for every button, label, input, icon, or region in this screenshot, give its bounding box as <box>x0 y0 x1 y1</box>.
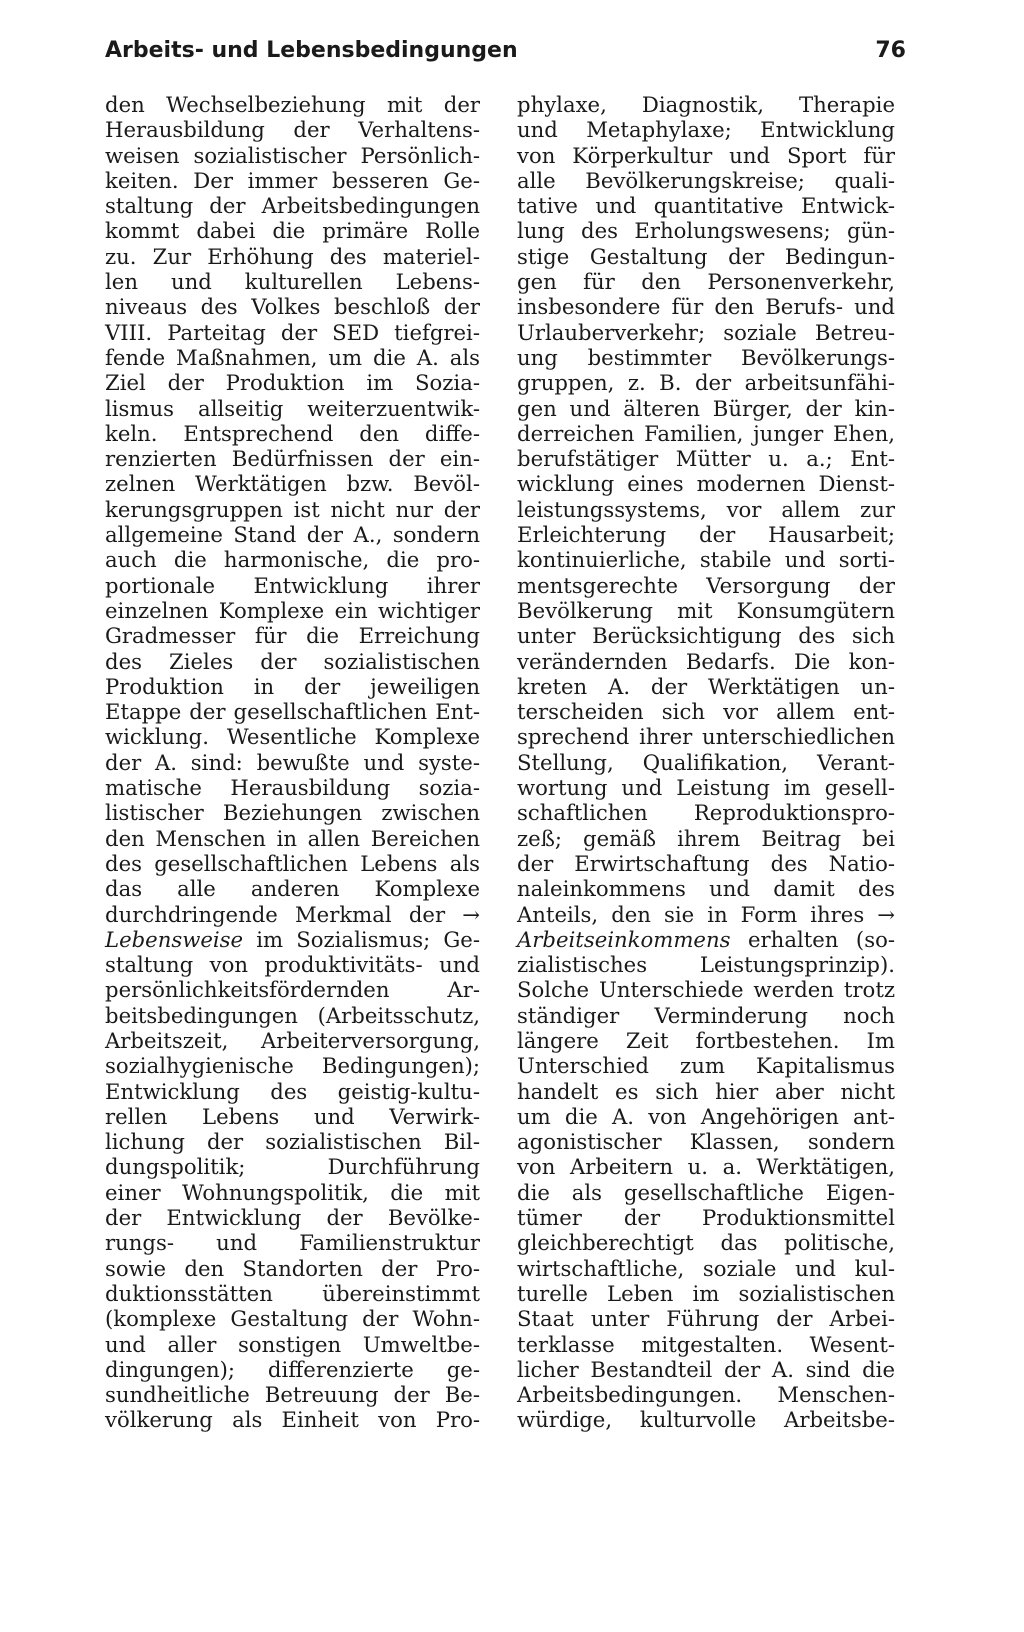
text-line: wirtschaftliche, soziale und kul- <box>517 1255 895 1281</box>
text-line: matische Herausbildung sozia- <box>105 775 480 801</box>
text-line: Unterschied zum Kapitalismus <box>517 1053 895 1079</box>
text-line: kerungsgruppen ist nicht nur der <box>105 496 480 522</box>
text-line: persönlichkeitsfördernden Ar- <box>105 977 480 1003</box>
text-line: zu. Zur Erhöhung des materiel- <box>105 243 480 269</box>
text-line: Anteils, den sie in Form ihres → <box>517 901 895 927</box>
text-line: Arbeitszeit, Arbeiterversorgung, <box>105 1027 480 1053</box>
text-line: von Arbeitern u. a. Werktätigen, <box>517 1154 895 1180</box>
text-line: sozialhygienische Bedingungen); <box>105 1053 480 1079</box>
text-line: fende Maßnahmen, um die A. als <box>105 344 480 370</box>
text-line: VIII. Parteitag der SED tiefgrei- <box>105 319 480 345</box>
section-title: Arbeits- und Lebensbedingungen <box>105 38 518 63</box>
text-line: verändernden Bedarfs. Die kon- <box>517 648 895 674</box>
text-line: der Entwicklung der Bevölke- <box>105 1205 480 1231</box>
text-line: und Metaphylaxe; Entwicklung <box>517 117 895 143</box>
text-line: der Erwirtschaftung des Natio- <box>517 850 895 876</box>
text-line: weisen sozialistischer Persönlich- <box>105 142 480 168</box>
text-line: längere Zeit fortbestehen. Im <box>517 1027 895 1053</box>
text-line: phylaxe, Diagnostik, Therapie <box>517 92 895 117</box>
text-line: Stellung, Qualifikation, Verant- <box>517 749 895 775</box>
text-line: (komplexe Gestaltung der Wohn- <box>105 1306 480 1332</box>
cross-reference-term: Arbeitseinkommens <box>517 926 731 952</box>
text-line: kommt dabei die primäre Rolle <box>105 218 480 244</box>
text-line: Lebensweise im Sozialismus; Ge- <box>105 926 480 952</box>
text-line: Gradmesser für die Erreichung <box>105 623 480 649</box>
text-line: listischer Beziehungen zwischen <box>105 800 480 826</box>
text-line: einzelnen Komplexe ein wichtiger <box>105 597 480 623</box>
text-line: Ziel der Produktion im Sozia- <box>105 370 480 396</box>
text-line: und aller sonstigen Umweltbe- <box>105 1331 480 1357</box>
text-line: der A. sind: bewußte und syste- <box>105 749 480 775</box>
text-line: terscheiden sich vor allem ent- <box>517 699 895 725</box>
text-line: portionale Entwicklung ihrer <box>105 572 480 598</box>
text-line: allgemeine Stand der A., sondern <box>105 522 480 548</box>
text-line: gleichberechtigt das politische, <box>517 1230 895 1256</box>
text-line: wortung und Leistung im gesell- <box>517 775 895 801</box>
text-line: keiten. Der immer besseren Ge- <box>105 167 480 193</box>
text-line: sowie den Standorten der Pro- <box>105 1255 480 1281</box>
text-line: lismus allseitig weiterzuentwik- <box>105 395 480 421</box>
text-line: wicklung eines modernen Dienst- <box>517 471 895 497</box>
text-line: zialistisches Leistungsprinzip). <box>517 952 895 978</box>
text-line: Erleichterung der Hausarbeit; <box>517 522 895 548</box>
text-line: Urlauberverkehr; soziale Betreu- <box>517 319 895 345</box>
text-line: keln. Entsprechend den diffe- <box>105 420 480 446</box>
page-number: 76 <box>875 38 906 63</box>
text-line: insbesondere für den Berufs- und <box>517 294 895 320</box>
text-line: tümer der Produktionsmittel <box>517 1205 895 1231</box>
text-line: beitsbedingungen (Arbeitsschutz, <box>105 1002 480 1028</box>
text-line: Entwicklung des geistig-kultu- <box>105 1078 480 1104</box>
text-line: duktionsstätten übereinstimmt <box>105 1280 480 1306</box>
text-line: leistungssystems, vor allem zur <box>517 496 895 522</box>
text-line: ung bestimmter Bevölkerungs- <box>517 344 895 370</box>
text-line: zeß; gemäß ihrem Beitrag bei <box>517 825 895 851</box>
cross-reference-term: Lebensweise <box>105 926 244 952</box>
text-line: Solche Unterschiede werden trotz <box>517 977 895 1003</box>
text-line: die als gesellschaftliche Eigen- <box>517 1179 895 1205</box>
text-line: licher Bestandteil der A. sind die <box>517 1356 895 1382</box>
text-line: des gesellschaftlichen Lebens als <box>105 850 480 876</box>
text-line: um die A. von Angehörigen ant- <box>517 1103 895 1129</box>
text-line: gen und älteren Bürger, der kin- <box>517 395 895 421</box>
text-line: renzierten Bedürfnissen der ein- <box>105 446 480 472</box>
text-line: stige Gestaltung der Bedingun- <box>517 243 895 269</box>
text-line: das alle anderen Komplexe <box>105 876 480 902</box>
text-line: niveaus des Volkes beschloß der <box>105 294 480 320</box>
text-line: durchdringende Merkmal der → <box>105 901 480 927</box>
text-line: sprechend ihrer unterschiedlichen <box>517 724 895 750</box>
text-line: turelle Leben im sozialistischen <box>517 1280 895 1306</box>
text-line: von Körperkultur und Sport für <box>517 142 895 168</box>
text-line: rellen Lebens und Verwirk- <box>105 1103 480 1129</box>
text-line: tative und quantitative Entwick- <box>517 193 895 219</box>
text-line: sundheitliche Betreuung der Be- <box>105 1382 480 1408</box>
text-line: kontinuierliche, stabile und sorti- <box>517 547 895 573</box>
text-line: unter Berücksichtigung des sich <box>517 623 895 649</box>
text-line: des Zieles der sozialistischen <box>105 648 480 674</box>
text-line: gen für den Personenverkehr, <box>517 269 895 295</box>
text-line: lichung der sozialistischen Bil- <box>105 1129 480 1155</box>
text-line: auch die harmonische, die pro- <box>105 547 480 573</box>
text-line: lung des Erholungswesens; gün- <box>517 218 895 244</box>
text-line: Bevölkerung mit Konsumgütern <box>517 597 895 623</box>
text-line: schaftlichen Reproduktionspro- <box>517 800 895 826</box>
left-text-column <box>105 92 480 1433</box>
text-line: terklasse mitgestalten. Wesent- <box>517 1331 895 1357</box>
text-line: dingungen); differenzierte ge- <box>105 1356 480 1382</box>
text-line: staltung der Arbeitsbedingungen <box>105 193 480 219</box>
text-line: agonistischer Klassen, sondern <box>517 1129 895 1155</box>
text-line: mentsgerechte Versorgung der <box>517 572 895 598</box>
text-line: rungs- und Familienstruktur <box>105 1230 480 1256</box>
text-line: naleinkommens und damit des <box>517 876 895 902</box>
text-line: den Wechselbeziehung mit der <box>105 92 480 117</box>
text-line: staltung von produktivitäts- und <box>105 952 480 978</box>
text-line: len und kulturellen Lebens- <box>105 269 480 295</box>
text-line: zelnen Werktätigen bzw. Bevöl- <box>105 471 480 497</box>
text-line: dungspolitik; Durchführung <box>105 1154 480 1180</box>
running-header <box>105 38 906 78</box>
text-line: Arbeitsbedingungen. Menschen- <box>517 1382 895 1408</box>
text-line: Staat unter Führung der Arbei- <box>517 1306 895 1332</box>
text-line: ständiger Verminderung noch <box>517 1002 895 1028</box>
text-line: würdige, kulturvolle Arbeitsbe- <box>517 1407 895 1433</box>
text-line: den Menschen in allen Bereichen <box>105 825 480 851</box>
text-line: einer Wohnungspolitik, die mit <box>105 1179 480 1205</box>
text-line: kreten A. der Werktätigen un- <box>517 673 895 699</box>
text-line: derreichen Familien, junger Ehen, <box>517 420 895 446</box>
text-line: Etappe der gesellschaftlichen Ent- <box>105 699 480 725</box>
right-text-column <box>517 92 895 1433</box>
text-line: wicklung. Wesentliche Komplexe <box>105 724 480 750</box>
text-line: alle Bevölkerungskreise; quali- <box>517 167 895 193</box>
text-line: Arbeitseinkommens erhalten (so- <box>517 926 895 952</box>
text-line: berufstätiger Mütter u. a.; Ent- <box>517 446 895 472</box>
text-line: handelt es sich hier aber nicht <box>517 1078 895 1104</box>
text-line: gruppen, z. B. der arbeitsunfähi- <box>517 370 895 396</box>
text-line: Herausbildung der Verhaltens- <box>105 117 480 143</box>
text-line: Produktion in der jeweiligen <box>105 673 480 699</box>
text-line: völkerung als Einheit von Pro- <box>105 1407 480 1433</box>
